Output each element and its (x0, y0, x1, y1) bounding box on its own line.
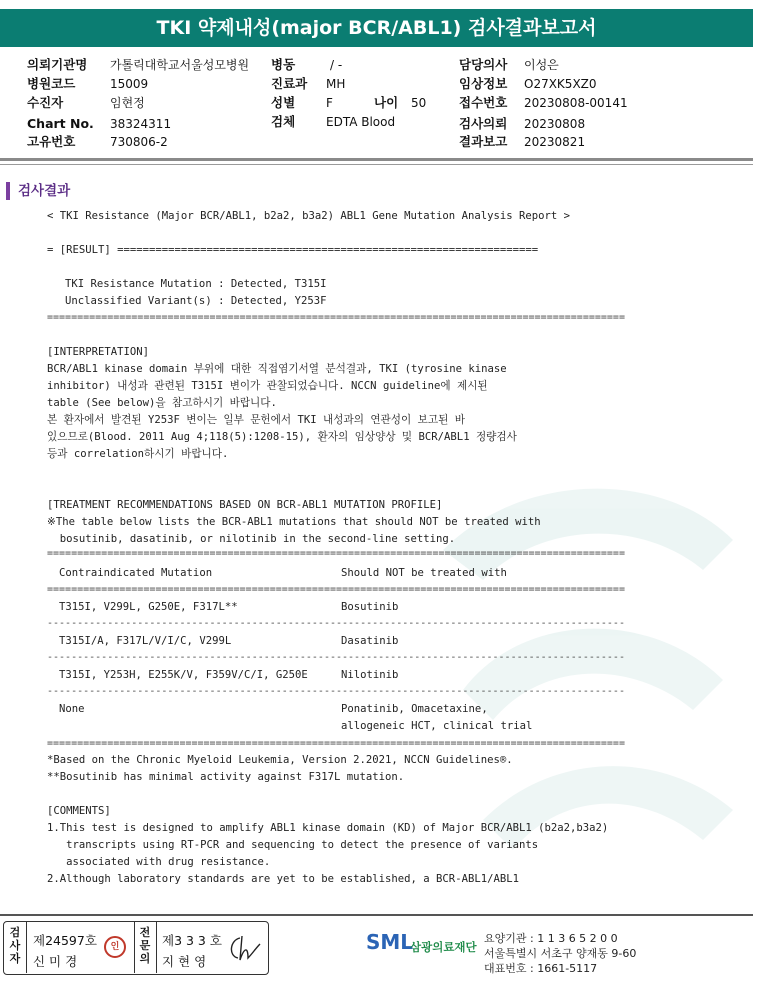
separator: ================================================================================================ (47, 312, 625, 323)
divider (26, 922, 27, 973)
info-label: 성별 (271, 95, 296, 110)
reviewer-name: 지 현 영 (162, 954, 207, 969)
interpretation-line: table (See below)을 참고하시기 바랍니다. (47, 397, 277, 409)
info-value: MH (326, 77, 346, 91)
patient-info (0, 52, 753, 152)
info-label: 결과보고 (459, 134, 508, 149)
treatment-title: [TREATMENT RECOMMENDATIONS BASED ON BCR-ABL1 MUTATION PROFILE] (47, 499, 443, 511)
report-title: TKI 약제내성(major BCR/ABL1) 검사결과보고서 (0, 9, 753, 47)
info-label: Chart No. (27, 116, 94, 131)
info-label: 담당의사 (459, 57, 508, 72)
divider (134, 922, 135, 973)
table-header-drug: Should NOT be treated with (341, 567, 507, 579)
info-value: F (326, 96, 333, 110)
info-value: 20230821 (524, 135, 586, 149)
watermark-logo-icon (403, 430, 783, 870)
separator: ================================================================================================ (47, 548, 625, 559)
result-heading: = [RESULT] ================================================================== (47, 244, 539, 256)
info-value: 20230808 (524, 117, 586, 131)
tester-stamp: 인 (104, 936, 126, 958)
comment-line: 1.This test is designed to amplify ABL1 kinase domain (KD) of Major BCR/ABL1 (b2a2,b3a2) (47, 822, 609, 834)
table-row-drug: Nilotinib (341, 669, 399, 681)
separator: ================================================================================================ (47, 738, 625, 749)
info-value: 가톨릭대학교서울성모병원 (110, 58, 250, 72)
separator: ================================================================================================ (47, 584, 625, 595)
info-value: EDTA Blood (326, 115, 396, 129)
tester-number: 제24597호 (33, 933, 97, 948)
table-row-mutation: None (59, 703, 85, 715)
table-row-drug: Bosutinib (341, 601, 399, 613)
info-value: 15009 (110, 77, 149, 91)
separator: ------------------------------------------------------------------------------------------------ (47, 686, 625, 697)
signature-box (3, 921, 269, 975)
treatment-note: bosutinib, dasatinib, or nilotinib in the second-line setting. (47, 533, 456, 545)
interpretation-line: 본 환자에서 발견된 Y253F 변이는 일부 문헌에서 TKI 내성과의 연관성이 보고된 바 (47, 414, 465, 426)
reviewer-label: 전문의 (139, 926, 151, 965)
footnote: *Based on the Chronic Myeloid Leukemia, Version 2.2021, NCCN Guidelines®. (47, 754, 513, 766)
age-label: 나이 (374, 95, 399, 110)
info-value: 이성은 (524, 58, 559, 72)
section-title: 검사결과 (6, 182, 70, 200)
sml-logo: SML (366, 930, 414, 954)
info-label: 고유번호 (27, 134, 76, 149)
report-header: < TKI Resistance (Major BCR/ABL1, b2a2, b3a2) ABL1 Gene Mutation Analysis Report > (47, 210, 570, 222)
table-row-drug: Dasatinib (341, 635, 399, 647)
treatment-note: ※The table below lists the BCR-ABL1 mutations that should NOT be treated with (47, 516, 541, 528)
info-label: 병원코드 (27, 76, 76, 91)
interpretation-line: 있으므로(Blood. 2011 Aug 4;118(5):1208-15), 환자의 임상양상 및 BCR/ABL1 정량검사 (47, 431, 517, 443)
info-label: 병동 (271, 57, 296, 72)
interpretation-line: BCR/ABL1 kinase domain 부위에 대한 직접염기서열 분석결과, TKI (tyrosine kinase (47, 363, 507, 375)
footnote: **Bosutinib has minimal activity against F317L mutation. (47, 771, 405, 783)
company-name: 삼광의료재단 (410, 940, 477, 954)
address-line: 대표번호 : 1661-5117 (484, 962, 598, 975)
signature-icon (226, 934, 264, 964)
interpretation-title: [INTERPRETATION] (47, 346, 150, 358)
divider (0, 158, 753, 161)
address-line: 서울특별시 서초구 양재동 9-60 (484, 947, 637, 960)
info-value: 20230808-00141 (524, 96, 628, 110)
result-line: TKI Resistance Mutation : Detected, T315I (65, 278, 327, 290)
info-label: 검사의뢰 (459, 116, 508, 131)
info-label: 검체 (271, 114, 296, 129)
result-line: Unclassified Variant(s) : Detected, Y253F (65, 295, 327, 307)
interpretation-line: inhibitor) 내성과 관련된 T315I 변이가 관찰되었습니다. NCCN guideline에 제시된 (47, 380, 488, 392)
comment-line: associated with drug resistance. (47, 856, 271, 868)
interpretation-line: 등과 correlation하시기 바랍니다. (47, 448, 229, 460)
info-value: / - (330, 58, 343, 72)
comment-line: 2.Although laboratory standards are yet to be established, a BCR-ABL1/ABL1 (47, 873, 519, 885)
comment-line: transcripts using RT-PCR and sequencing to detect the presence of variants (47, 839, 539, 851)
info-label: 수진자 (27, 95, 64, 110)
info-value: 임현정 (110, 96, 145, 110)
table-row-drug: allogeneic HCT, clinical trial (341, 720, 533, 732)
table-row-drug: Ponatinib, Omacetaxine, (341, 703, 488, 715)
divider (156, 922, 157, 973)
info-label: 의뢰기관명 (27, 57, 88, 72)
address-line: 요양기관 : 1 1 3 6 5 2 0 0 (484, 932, 618, 945)
table-row-mutation: T315I, Y253H, E255K/V, F359V/C/I, G250E (59, 669, 308, 681)
footer-divider (0, 914, 753, 916)
info-label: 접수번호 (459, 95, 508, 110)
table-row-mutation: T315I/A, F317L/V/I/C, V299L (59, 635, 232, 647)
reviewer-number: 제3 3 3 호 (162, 933, 222, 948)
separator: ------------------------------------------------------------------------------------------------ (47, 618, 625, 629)
table-row-mutation: T315I, V299L, G250E, F317L** (59, 601, 238, 613)
info-value: 730806-2 (110, 135, 168, 149)
info-value: O27XK5XZ0 (524, 77, 597, 91)
info-value: 38324311 (110, 117, 172, 131)
table-header-mutation: Contraindicated Mutation (59, 567, 213, 579)
divider (0, 164, 753, 165)
separator: ------------------------------------------------------------------------------------------------ (47, 652, 625, 663)
tester-label: 검사자 (9, 926, 21, 965)
info-label: 임상정보 (459, 76, 508, 91)
age-value: 50 (411, 96, 427, 110)
tester-name: 신 미 경 (33, 954, 78, 969)
comments-title: [COMMENTS] (47, 805, 111, 817)
info-label: 진료과 (271, 76, 308, 91)
